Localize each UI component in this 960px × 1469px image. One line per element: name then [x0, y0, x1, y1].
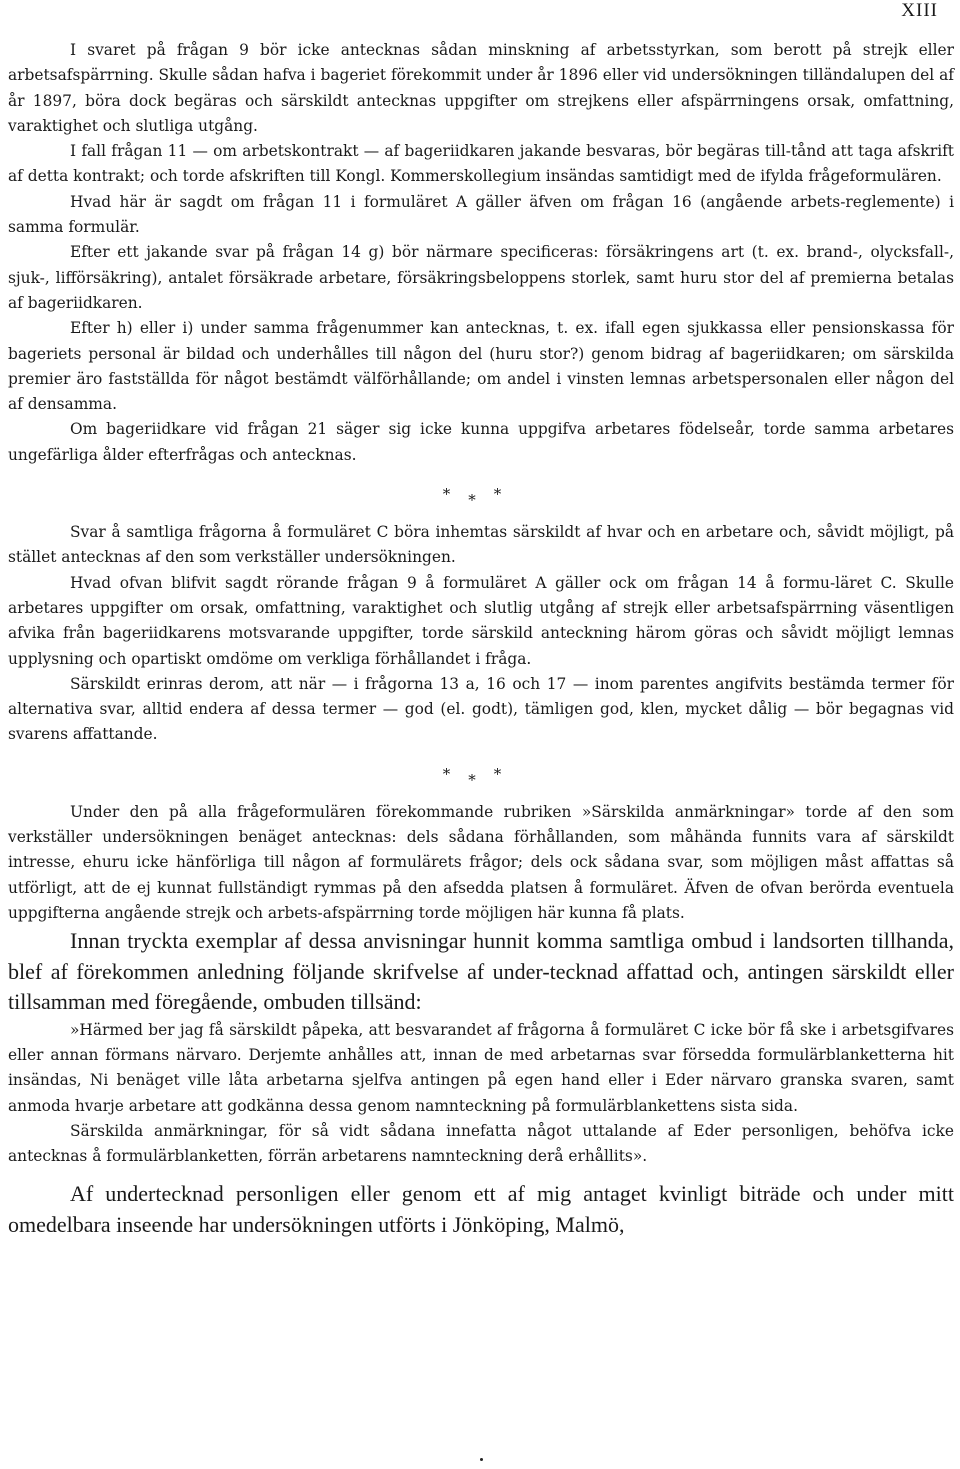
paragraph-fraga-14: Hvad ofvan blifvit sagdt rörande frågan 9 å formuläret A gäller ock om frågan 14 å formu-läret C. Skulle arbetares uppgifter om orsak, omfattning, varaktighet och slutlig utgång af strejk eller arbetsafspärrning väsentligen afvika från bageriidkarens motsvarande uppgifter, torde särskild anteckning härom göras och såvidt möjligt lemnas upplysning och opartiskt omdöme om verkliga förhållandet i fråga.	[8, 573, 954, 668]
paragraph-termer: Särskildt erinras derom, att när — i frågorna 13 a, 16 och 17 — inom parentes angifvits bestämda termer för alternativa svar, alltid endera af dessa termer — god (el. godt), tämligen god, klen, mycket dålig — bör begagnas vid svarens affattande.	[8, 674, 954, 744]
paragraph-strejk: I svaret på frågan 9 bör icke antecknas sådan minskning af arbetsstyrkan, som berott på strejk eller arbetsafspärrning. Skulle sådan hafva i bageriet förekommit under år 1896 eller vid undersökningen tilländalupen del af år 1897, böra dock begäras och särskildt antecknas uppgifter om strejkens eller afspärrningens orsak, omfattning, varaktighet och slutliga utgång.	[8, 41, 954, 135]
paragraph-forsakring: Efter ett jakande svar på frågan 14 g) bör närmare specificeras: försäkringens art (t. ex. brand-, olycksfall-, sjuk-, lifförsäkring), antalet försäkrade arbetare, försäkringsbeloppens storlek, samt huru stor del af premierna betalas af bageriidkaren.	[8, 243, 954, 312]
separator-star: *	[493, 764, 520, 783]
paragraph-reglemente: Hvad här är sagdt om frågan 11 i formuläret A gäller äfven om frågan 16 (angående arbets-reglemente) i samma formulär.	[8, 192, 954, 237]
paragraph-letter-1: »Härmed ber jag få särskildt påpeka, att besvarandet af frågorna å formuläret C icke bör få ske i arbetsgifvares eller annan förmans närvaro. Derjemte anhålles att, innan de med arbetarnas svar försedda formulärblanketterna hit insändas, Ni benäget ville låta arbetarna sjelfva antingen på egen hand eller i Eder närvaro granska svaren, samt anmoda hvarje arbetare att godkänna dessa genom namnteckning på formulärblankettens sista sida.	[8, 1020, 954, 1115]
paragraph-sjukkassa: Efter h) eller i) under samma frågenummer kan antecknas, t. ex. ifall egen sjukkassa eller pensionskassa för bageriets personal är bildad och underhålles till någon del (huru stor?) genom bidrag af bageriidkaren; om särskilda premier äro fastställda för något bestämdt välförhållande; om andel i vinsten lemnas arbetspersonalen eller någon del af densamma.	[8, 319, 954, 414]
paragraph-anmarkningar: Under den på alla frågeformulären förekommande rubriken »Särskilda anmärkningar» torde af den som verkställer undersökningen benäget antecknas: dels sådana förhållanden, som måhända funnits vara af särskildt intresse, ehuru icke hänförliga till någon af formulärets frågor; dels ock sådana svar, som möjligen måst affattas så utförligt, att de ej kunnat fullständigt rymmas på den afsedda platsen å formuläret. Äfven de ofvan berörda eventuela uppgifterna angående strejk och arbets-afspärrning torde möjligen här kunna få plats.	[8, 802, 954, 922]
print-speck	[480, 1458, 483, 1461]
large-paragraph-undersokning: Af undertecknad personligen eller genom ett af mig antaget kvinligt biträde och under mitt omedelbara inseende har undersökningen utförts i Jönköping, Malmö,	[8, 1181, 954, 1237]
section-separator	[8, 748, 954, 800]
separator-star: *	[468, 491, 494, 510]
separator-star: *	[442, 485, 469, 504]
page-number: XIII	[901, 0, 938, 21]
large-paragraph-skrifvelse: Innan tryckta exemplar af dessa anvisningar hunnit komma samtliga ombud i landsorten tillhanda, blef af förekommen anledning följande skrifvelse af under-tecknad affattad och, antingen särskildt eller tillsamman med föregående, ombuden tillsänd:	[8, 928, 954, 1015]
separator-star: *	[468, 770, 494, 789]
separator-star: *	[442, 764, 469, 783]
paragraph-letter-2: Särskilda anmärkningar, för så vidt sådana innefatta något uttalande af Eder personligen, behöfva icke antecknas å formulärblanketten, förrän arbetarens namnteckning derå erhållits».	[8, 1121, 954, 1166]
paragraph-fodelsear: Om bageriidkare vid frågan 21 säger sig icke kunna uppgifva arbetares födelseår, torde samma arbetares ungefärliga ålder efterfrågas och antecknas.	[8, 420, 954, 464]
paragraph-arbetskontrakt: I fall frågan 11 — om arbetskontrakt — af bageriidkaren jakande besvaras, bör begäras till-tånd att taga afskrift af detta kontrakt; och torde afskriften till Kongl. Kommerskollegium insändas samtidigt med de ifylda frågeformulären.	[8, 142, 954, 186]
separator-star: *	[493, 485, 520, 504]
page-body	[8, 38, 954, 1240]
paragraph-formular-c: Svar å samtliga frågorna å formuläret C böra inhemtas särskildt af hvar och en arbetare och, såvidt möjligt, på stället antecknas af den som verkställer undersökningen.	[8, 523, 954, 567]
section-separator	[8, 468, 954, 520]
